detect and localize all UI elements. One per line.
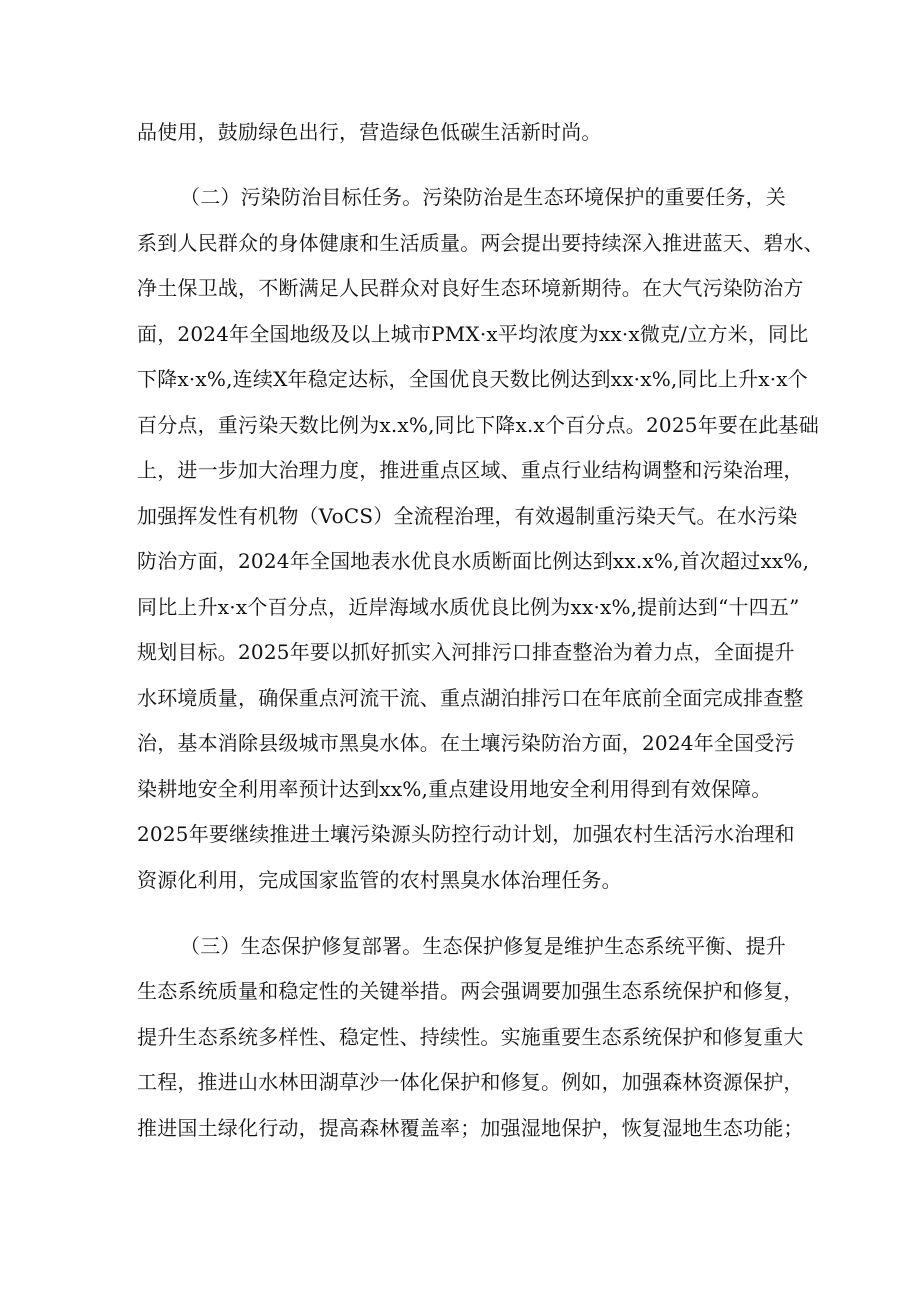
text-line: 品使用，鼓励绿色出行，营造绿色低碳生活新时尚。 (137, 120, 602, 144)
text-line: 资源化利用，完成国家监管的农村黑臭水体治理任务。 (137, 868, 622, 892)
text-line: 同比上升x·x个百分点，近岸海域水质优良比例为xx·x%,提前达到“十四五” (137, 595, 800, 619)
section-heading-line: （三）生态保护修复部署。生态保护修复是维护生态系统平衡、提升 (180, 934, 786, 958)
text-line: 上，进一步加大治理力度，推进重点区域、重点行业结构调整和污染治理， (137, 458, 804, 482)
text-line: 提升生态系统多样性、稳定性、持续性。实施重要生态系统保护和修复重大 (137, 1025, 804, 1049)
text-line: 加强挥发性有机物（VoCS）全流程治理，有效遏制重污染天气。在水污染 (137, 504, 798, 528)
text-line: 下降x·x%,连续X年稳定达标，全国优良天数比例达到xx·x%,同比上升x·x个 (137, 367, 808, 391)
text-line: 系到人民群众的身体健康和生活质量。两会提出要持续深入推进蓝天、碧水、 (137, 231, 824, 255)
text-line: 工程，推进山水林田湖草沙一体化保护和修复。例如，加强森林资源保护， (137, 1070, 804, 1094)
text-line: 面，2024年全国地级及以上城市PMX·x平均浓度为xx·x微克/立方米，同比 (137, 322, 809, 346)
text-line: 生态系统质量和稳定性的关键举措。两会强调要加强生态系统保护和修复， (137, 979, 804, 1003)
text-line: 治，基本消除县级城市黑臭水体。在土壤污染防治方面，2024年全国受污 (137, 731, 795, 755)
text-line: 推进国土绿化行动，提高森林覆盖率；加强湿地保护，恢复湿地生态功能； (137, 1116, 804, 1140)
section-heading-line: （二）污染防治目标任务。污染防治是生态环境保护的重要任务，关 (180, 185, 786, 209)
text-line: 2025年要继续推进土壤污染源头防控行动计划，加强农村生活污水治理和 (137, 822, 795, 846)
text-line: 净土保卫战，不断满足人民群众对良好生态环境新期待。在大气污染防治方 (137, 276, 804, 300)
text-line: 染耕地安全利用率预计达到xx%,重点建设用地安全利用得到有效保障。 (137, 777, 772, 801)
text-line: 防治方面，2024年全国地表水优良水质断面比例达到xx.x%,首次超过xx%, (137, 549, 810, 573)
text-line: 规划目标。2025年要以抓好抓实入河排污口排查整治为着力点，全面提升 (137, 640, 795, 664)
text-line: 百分点，重污染天数比例为x.x%,同比下降x.x个百分点。2025年要在此基础 (137, 413, 819, 437)
text-line: 水环境质量，确保重点河流干流、重点湖泊排污口在年底前全面完成排查整 (137, 686, 804, 710)
